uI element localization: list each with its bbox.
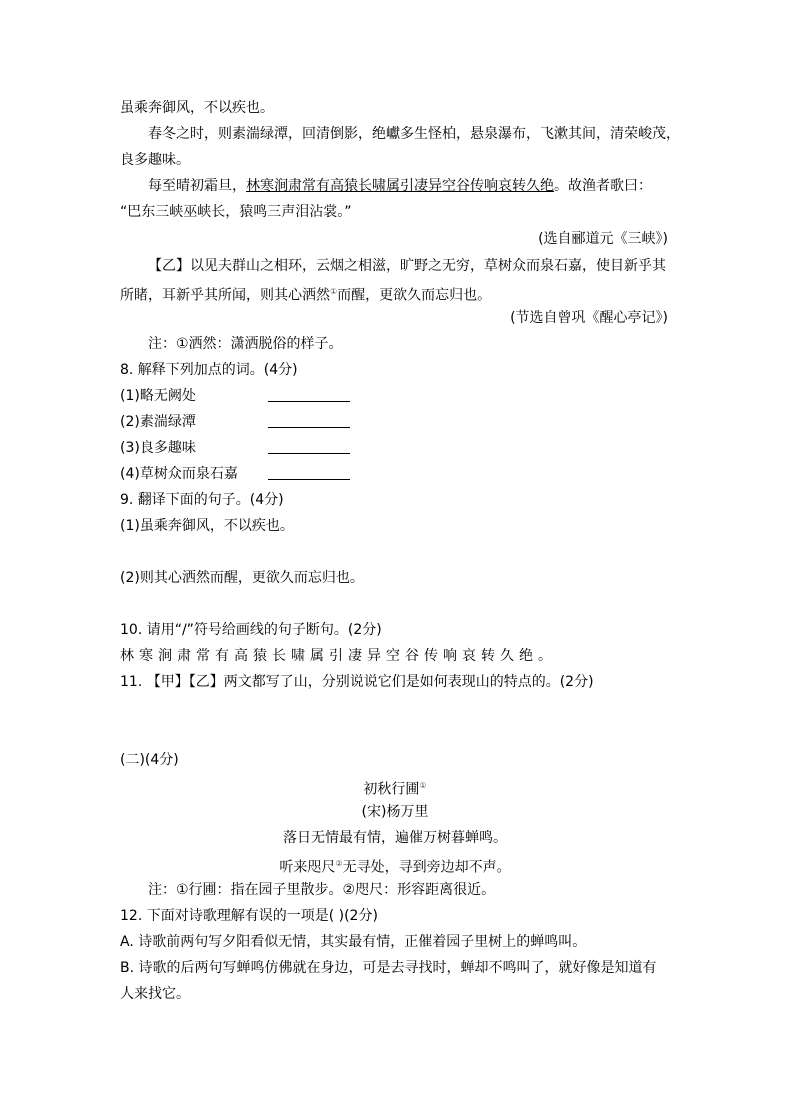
option-b[interactable]: B. 诗歌的后两句写蝉鸣仿佛就在身边，可是去寻找时，蝉却不鸣叫了，就好像是知道有 (120, 960, 657, 976)
question-item: (1)略无阙处 (120, 388, 196, 404)
question-item: (4)草树众而泉石嘉 (120, 466, 238, 482)
question-8-title: 8. 解释下列加点的词。(4分) (120, 362, 298, 378)
answer-blank[interactable] (268, 401, 350, 402)
footnote: 注：①行圃：指在园子里散步。②咫尺：形容距离很近。 (148, 882, 496, 898)
footnote-marker: ① (419, 781, 427, 790)
text-segment: 无寻处，寻到旁边却不声。 (342, 859, 511, 876)
passage-line: 良多趣味。 (120, 152, 190, 168)
question-sentence: 林寒涧肃常有高猿长啸属引凄异空谷传响哀转久绝。 (120, 648, 557, 664)
text-segment: 所睹，耳新乎其所闻，则其心洒然 (120, 287, 330, 304)
passage-line (148, 176, 652, 196)
option-a[interactable]: A. 诗歌前两句写夕阳看似无情，其实最有情，正催着园子里树上的蝉鸣叫。 (120, 934, 587, 950)
footnote-marker: ① (330, 287, 338, 296)
source-citation: (选自郦道元《三峡》) (538, 231, 668, 247)
answer-blank[interactable] (268, 479, 350, 480)
passage-line: 春冬之时，则素湍绿潭，回清倒影，绝巘多生怪柏，悬泉瀑布，飞漱其间，清荣峻茂， (148, 126, 680, 142)
text-segment: 听来咫尺 (279, 859, 336, 876)
question-12-title: 12. 下面对诗歌理解有误的一项是( )(2分) (120, 908, 378, 924)
option-b-continued: 人来找它。 (120, 986, 190, 1002)
passage-line: “巴东三峡巫峡长，猿鸣三声泪沾裳。” (120, 204, 352, 220)
text-segment: 而醒，更欲久而忘归也。 (337, 287, 492, 304)
section-2-title: (二)(4分) (120, 752, 179, 768)
question-10-title: 10. 请用“/”符号给画线的句子断句。(2分) (120, 622, 382, 638)
poem-line: 落日无情最有情，遍催万树暮蝉鸣。 (283, 830, 507, 846)
question-item: (2)则其心洒然而醒，更欲久而忘归也。 (120, 570, 364, 586)
poem-line (0, 854, 790, 878)
question-item: (1)虽乘奔御风，不以疾也。 (120, 518, 294, 534)
answer-blank[interactable] (268, 453, 350, 454)
question-item: (2)素湍绿潭 (120, 414, 196, 430)
passage-line (120, 282, 491, 306)
poem-title-text: 初秋行圃 (363, 781, 420, 798)
text-segment: 。故渔者歌曰： (554, 178, 652, 194)
poem-author: (宋)杨万里 (361, 804, 429, 820)
question-9-title: 9. 翻译下面的句子。(4分) (120, 492, 284, 508)
underlined-sentence: 林寒涧肃常有高猿长啸属引凄异空谷传响哀转久绝 (246, 178, 554, 194)
question-11-title: 11. 【甲】【乙】两文都写了山，分别说说它们是如何表现山的特点的。(2分) (120, 674, 594, 690)
question-item: (3)良多趣味 (120, 440, 196, 456)
text-segment: 每至晴初霜旦， (148, 178, 246, 194)
poem-title (0, 776, 790, 800)
footnote: 注：①洒然：潇洒脱俗的样子。 (148, 336, 343, 352)
passage-line: 虽乘奔御风，不以疾也。 (120, 100, 274, 116)
passage-line: 【乙】以见夫群山之相环，云烟之相滋，旷野之无穷，草树众而泉石嘉，使目新乎其 (148, 258, 666, 274)
footnote-marker: ② (335, 859, 343, 868)
answer-blank[interactable] (268, 427, 350, 428)
source-citation: (节选自曾巩《醒心亭记》) (510, 310, 668, 326)
